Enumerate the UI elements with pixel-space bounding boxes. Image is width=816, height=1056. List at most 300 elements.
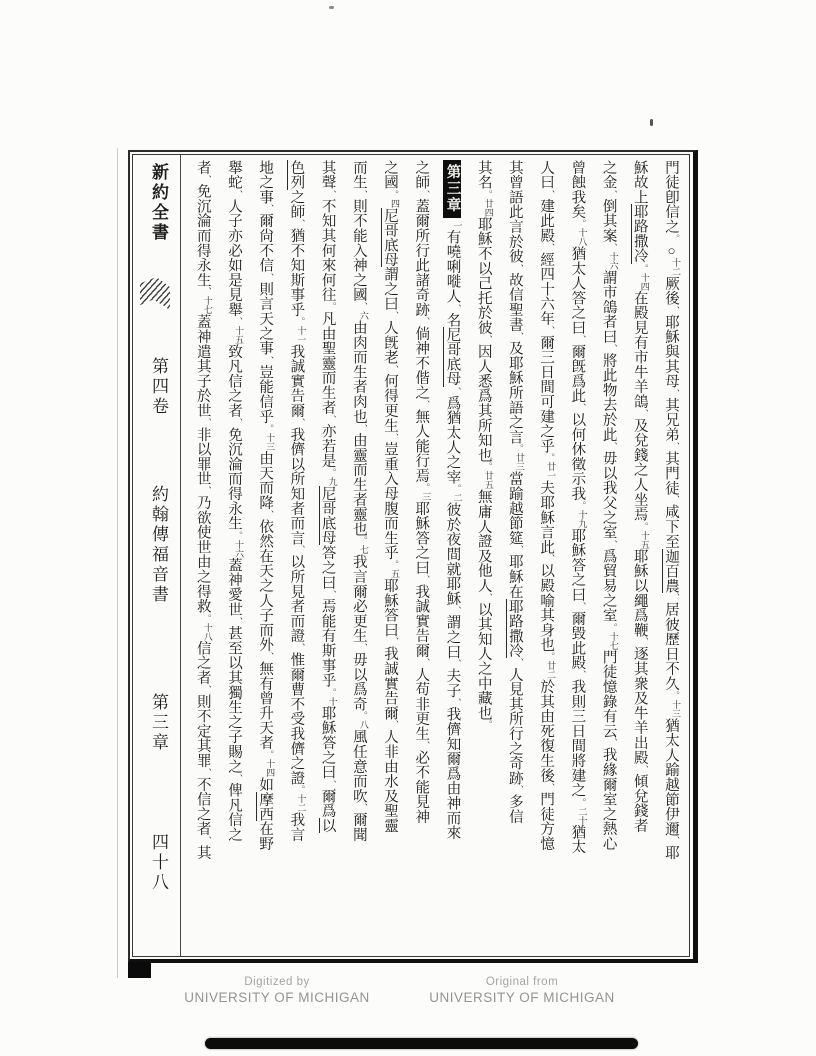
scripture-text-run: 耶穌答之曰 bbox=[319, 705, 336, 780]
scripture-text-run: 我誠實告爾 bbox=[288, 344, 305, 419]
scripture-text-run: 傾兌錢者 bbox=[631, 773, 648, 834]
scripture-text-run: 凡由聖靈而生者 bbox=[319, 311, 336, 415]
punctuation-mark: 、 bbox=[264, 652, 275, 662]
scripture-text-run: 有嘵唎嘥人 bbox=[444, 229, 461, 304]
scripture-text-run: 由天而降 bbox=[257, 450, 274, 511]
punctuation-mark: 、 bbox=[201, 836, 212, 846]
punctuation-mark: 、 bbox=[264, 355, 275, 365]
scripture-text-run: 人苟非更生 bbox=[413, 667, 430, 742]
watermark-digitized-label: Digitized by bbox=[244, 976, 310, 988]
punctuation-mark: 。 bbox=[576, 501, 587, 511]
punctuation-mark: 、 bbox=[670, 388, 680, 398]
chapter-label: 第三章 bbox=[149, 693, 168, 753]
verse-number: 十 bbox=[327, 696, 338, 706]
verse-number: 十五 bbox=[639, 530, 650, 549]
scripture-text-run: 我則三日間將建之 bbox=[569, 679, 586, 798]
punctuation-mark: 、 bbox=[389, 720, 400, 730]
punctuation-mark: 、 bbox=[451, 605, 462, 615]
punctuation-mark: 、 bbox=[576, 670, 587, 680]
punctuation-mark: 。 bbox=[357, 711, 368, 721]
scripture-text-run: 我誠實告爾 bbox=[382, 646, 399, 721]
punctuation-mark: 、 bbox=[389, 311, 400, 321]
scripture-text-run: 俾凡信之 bbox=[225, 782, 242, 843]
punctuation-mark: 、 bbox=[545, 243, 556, 253]
page-gutter-line bbox=[117, 148, 118, 978]
verse-number: 十九 bbox=[577, 510, 588, 529]
punctuation-mark: 、 bbox=[638, 764, 649, 774]
verse-number: 十三 bbox=[671, 700, 681, 719]
punctuation-mark: 、 bbox=[670, 305, 680, 315]
punctuation-mark: 。 bbox=[326, 302, 337, 312]
scripture-text-run: 倘神不偕之 bbox=[413, 326, 430, 401]
scripture-text-run: 門徒方憶 bbox=[538, 791, 555, 852]
punctuation-mark: 、 bbox=[420, 317, 431, 327]
punctuation-mark: 、 bbox=[295, 545, 306, 555]
punctuation-mark: 、 bbox=[201, 768, 212, 778]
punctuation-mark: 、 bbox=[201, 418, 212, 428]
scripture-text-run: 惟爾曹不受我儕之證 bbox=[288, 652, 305, 786]
punctuation-mark: 、 bbox=[670, 495, 680, 505]
scripture-text-run: 夫耶穌言此 bbox=[538, 480, 555, 555]
verse-number: 十一 bbox=[296, 326, 307, 345]
punctuation-mark: 、 bbox=[357, 643, 368, 653]
scripture-text-run: 猶太 bbox=[569, 824, 586, 855]
verse-number: 二十 bbox=[577, 806, 588, 825]
text-column bbox=[311, 160, 342, 951]
verse-number: 十六 bbox=[608, 252, 619, 271]
punctuation-mark: 、 bbox=[638, 409, 649, 419]
punctuation-mark: 、 bbox=[326, 414, 337, 424]
scripture-text-run: 爾聞 bbox=[350, 812, 367, 843]
punctuation-mark: 、 bbox=[513, 545, 524, 555]
punctuation-mark: 、 bbox=[295, 418, 306, 428]
text-column bbox=[655, 160, 686, 951]
scripture-text-run: 及兌錢之人坐焉 bbox=[631, 418, 648, 522]
punctuation-mark: 。 bbox=[670, 234, 680, 243]
punctuation-mark: 、 bbox=[420, 400, 431, 410]
book-section-label: 約翰傳福音書 bbox=[149, 485, 168, 605]
text-column bbox=[218, 160, 249, 951]
punctuation-mark: 、 bbox=[357, 189, 368, 199]
scripture-text-run: 以殿喻其身也 bbox=[538, 563, 555, 653]
punctuation-mark: 。 bbox=[264, 423, 275, 433]
punctuation-mark: 。 bbox=[389, 189, 400, 199]
punctuation-mark: 、 bbox=[264, 272, 275, 282]
verse-number: 廿五 bbox=[483, 471, 494, 490]
scripture-text-run: 門徒卽信之 bbox=[663, 160, 679, 234]
punctuation-mark: 。 bbox=[389, 560, 400, 570]
punctuation-mark: 、 bbox=[264, 204, 275, 214]
scripture-text-run: 如 bbox=[257, 777, 274, 792]
scripture-text-run: 不知其何來何往 bbox=[319, 198, 336, 303]
punctuation-mark: 。 bbox=[326, 687, 337, 697]
punctuation-mark: 、 bbox=[451, 659, 462, 669]
text-column bbox=[592, 160, 623, 951]
punctuation-mark: 、 bbox=[513, 658, 524, 668]
scripture-text-run: 舉蛇 bbox=[225, 160, 242, 190]
proper-noun: 尼哥底母 bbox=[382, 207, 399, 267]
punctuation-mark: 。 bbox=[451, 484, 462, 494]
watermark-digitized-org: UNIVERSITY OF MICHIGAN bbox=[184, 990, 370, 1005]
proper-noun: 尼哥底母 bbox=[319, 486, 336, 546]
verse-number: 七 bbox=[358, 545, 369, 555]
text-column bbox=[374, 160, 405, 951]
scripture-text-run: 耶穌答之曰 bbox=[413, 501, 430, 576]
scripture-text-run: 非以罪世 bbox=[194, 427, 211, 487]
scripture-text-run: 之金 bbox=[600, 160, 617, 190]
punctuation-mark: 。 bbox=[295, 785, 306, 795]
punctuation-mark: 、 bbox=[389, 637, 400, 647]
scripture-text-run: 豈能信乎 bbox=[257, 364, 274, 424]
punctuation-mark: 、 bbox=[232, 317, 243, 327]
punctuation-mark: 、 bbox=[326, 189, 337, 199]
scripture-text-run: 爾三日間可建之乎 bbox=[538, 335, 555, 454]
punctuation-mark: 。 bbox=[326, 468, 337, 478]
punctuation-mark: 、 bbox=[638, 637, 649, 647]
punctuation-mark: 、 bbox=[607, 441, 618, 451]
verse-number: 廿三 bbox=[514, 453, 525, 472]
page-frame bbox=[128, 150, 698, 963]
scripture-text-run: 依然在天之人子而外 bbox=[257, 519, 274, 653]
scripture-text-run: 經四十六年 bbox=[538, 252, 555, 327]
punctuation-mark: 。 bbox=[482, 189, 493, 199]
scripture-text-run: 爾尙不信 bbox=[257, 213, 274, 273]
punctuation-mark: 。 bbox=[264, 750, 275, 760]
scripture-text-run: 謂之曰 bbox=[382, 266, 399, 312]
verse-number: 九 bbox=[327, 477, 338, 487]
scripture-text-run: 於其由死復生後 bbox=[538, 679, 555, 783]
verse-number: 五 bbox=[390, 569, 401, 579]
scripture-text-run: 建此殿 bbox=[538, 198, 555, 244]
scripture-text-run: 則言天之事 bbox=[257, 281, 274, 356]
scripture-text-run: 猶不知斯事乎 bbox=[288, 228, 305, 318]
scripture-text-run: 答之曰 bbox=[319, 545, 336, 590]
chapter-header: 第三章 bbox=[443, 160, 461, 218]
scripture-text-run: 故信聖書 bbox=[506, 272, 523, 332]
scripture-text-run: 人非由水及聖靈 bbox=[382, 729, 399, 834]
scripture-text-run: 信之者 bbox=[194, 640, 211, 686]
punctuation-mark: 。 bbox=[232, 530, 243, 540]
scripture-text-run: 我儕以所知者而言 bbox=[288, 427, 305, 546]
verse-number: 廿二 bbox=[546, 661, 557, 680]
scripture-text-run: 何得更生 bbox=[382, 373, 399, 433]
scripture-text-run: 則不能入神之國 bbox=[350, 198, 367, 303]
punctuation-mark: 、 bbox=[576, 602, 587, 612]
punctuation-mark: 、 bbox=[670, 442, 680, 452]
punctuation-mark: 。 bbox=[482, 720, 493, 730]
scripture-text-run: 將此物去於此 bbox=[600, 353, 617, 442]
punctuation-mark: 、 bbox=[389, 364, 400, 374]
watermark-original-org: UNIVERSITY OF MICHIGAN bbox=[429, 990, 615, 1005]
punctuation-mark: 、 bbox=[482, 593, 493, 603]
scripture-text-run: 謂之曰 bbox=[444, 614, 461, 660]
text-column bbox=[436, 160, 467, 951]
punctuation-mark: 、 bbox=[607, 344, 618, 354]
verse-number: 八 bbox=[358, 720, 369, 730]
punctuation-mark: 、 bbox=[420, 189, 431, 199]
punctuation-mark: 。 bbox=[545, 652, 556, 662]
punctuation-mark: 、 bbox=[545, 189, 556, 199]
verse-number: 十八 bbox=[202, 622, 213, 641]
scripture-text-run: 亦若是 bbox=[319, 423, 336, 469]
scripture-text-run: 其 bbox=[194, 845, 211, 861]
punctuation-mark: 、 bbox=[576, 335, 587, 345]
page-frame-inner-border bbox=[132, 154, 690, 957]
proper-noun: 色列 bbox=[288, 160, 305, 190]
scripture-text-run: 必不能見神 bbox=[413, 750, 430, 825]
proper-noun: 摩西 bbox=[257, 791, 274, 822]
scripture-text-run: 豈重入母腹而生乎 bbox=[382, 441, 399, 561]
punctuation-mark: 、 bbox=[264, 510, 275, 520]
verse-number: 一 bbox=[452, 220, 463, 230]
punctuation-mark: 、 bbox=[201, 685, 212, 695]
scripture-text-run: 不信之者 bbox=[194, 777, 211, 837]
punctuation-mark: 、 bbox=[607, 189, 618, 199]
scripture-text-run: 乃欲使世由之得救 bbox=[194, 495, 211, 614]
verse-number: 廿一 bbox=[546, 462, 557, 481]
verse-number: 十三 bbox=[265, 432, 276, 451]
proper-noun: 耶路撒冷 bbox=[506, 598, 523, 659]
punctuation-mark: 。 bbox=[295, 317, 306, 327]
scripture-text-run: 倒其案 bbox=[600, 198, 617, 244]
punctuation-mark: 。 bbox=[545, 453, 556, 463]
verse-number: 三 bbox=[421, 492, 432, 502]
proper-noun: 耶路撒冷 bbox=[631, 204, 648, 264]
scripture-text-run: 爾爲 bbox=[319, 788, 336, 819]
punctuation-mark: 、 bbox=[420, 658, 431, 668]
punctuation-mark: 、 bbox=[670, 593, 680, 603]
scripture-text-run: 而生 bbox=[350, 160, 367, 190]
scripture-text-run: 在野 bbox=[257, 821, 274, 852]
scripture-text-run: 人見其所行之奇跡 bbox=[506, 667, 523, 786]
proper-noun: 以 bbox=[319, 818, 336, 834]
verse-number: 十八 bbox=[577, 228, 588, 247]
scan-speck bbox=[650, 119, 653, 126]
text-column bbox=[499, 160, 530, 951]
punctuation-mark: 、 bbox=[389, 432, 400, 442]
watermark-original bbox=[392, 976, 652, 1005]
punctuation-mark: 、 bbox=[357, 803, 368, 813]
scripture-text-run: 耶穌不以己托於彼 bbox=[475, 216, 492, 336]
margin-title-column bbox=[133, 155, 181, 956]
hatch-ornament-icon bbox=[140, 277, 170, 313]
scripture-text-run: 蓋神愛世 bbox=[225, 557, 242, 617]
scripture-text-run: 風任意而吹 bbox=[350, 729, 367, 804]
scripture-text-run: 居彼歷日不久 bbox=[663, 602, 679, 692]
punctuation-mark: 、 bbox=[607, 539, 618, 549]
punctuation-mark: 、 bbox=[576, 403, 587, 413]
scripture-text-run: 名 bbox=[444, 312, 461, 328]
punctuation-mark: 。 bbox=[638, 263, 649, 273]
punctuation-mark: 、 bbox=[545, 326, 556, 336]
scripture-text-run: 耶穌與其母 bbox=[663, 314, 679, 389]
punctuation-mark: 。 bbox=[420, 483, 431, 493]
book-title: 新約全書 bbox=[149, 163, 168, 243]
punctuation-mark: 、 bbox=[232, 189, 243, 199]
punctuation-mark: 、 bbox=[201, 287, 212, 297]
scripture-text-run: 蓋神遣其子於世 bbox=[194, 314, 211, 419]
scripture-text-run: 之師 bbox=[413, 160, 430, 190]
verse-number: 十四 bbox=[265, 759, 276, 778]
scripture-text-run: 爲猶太人之宰 bbox=[444, 395, 461, 485]
verse-number: 十六 bbox=[233, 539, 244, 558]
scripture-text-run: 其名 bbox=[475, 160, 492, 190]
scripture-text-run: 穌故上 bbox=[631, 160, 648, 205]
scripture-text-run: 我誠實告爾 bbox=[413, 584, 430, 659]
scripture-text-run: 甚至以其獨生之子賜之 bbox=[225, 625, 242, 774]
scripture-text-run: 多信 bbox=[506, 794, 523, 825]
text-column bbox=[624, 160, 655, 951]
watermark-digitized bbox=[147, 976, 407, 1005]
proper-noun: 尼哥底母 bbox=[444, 327, 461, 387]
punctuation-mark: 、 bbox=[513, 331, 524, 341]
watermark-original-label: Original from bbox=[485, 976, 559, 988]
punctuation-mark: 。 bbox=[576, 797, 587, 807]
punctuation-mark: 、 bbox=[451, 303, 462, 313]
punctuation-mark: 、 bbox=[357, 423, 368, 433]
punctuation-mark: 、 bbox=[232, 418, 243, 428]
scripture-text-run: 其曾語此言於彼 bbox=[506, 160, 523, 264]
text-column bbox=[187, 160, 218, 951]
punctuation-mark: 。 bbox=[482, 462, 493, 472]
punctuation-mark: 。 bbox=[513, 444, 524, 454]
scripture-text-run: 由靈而生者靈也 bbox=[350, 432, 367, 537]
scripture-text-run: 咸下至 bbox=[663, 504, 679, 549]
scripture-text-run: 爾旣爲此 bbox=[569, 344, 586, 404]
verse-number: 十二 bbox=[296, 794, 307, 813]
verse-number: 四 bbox=[390, 198, 401, 208]
scripture-text-run: 彼於夜間就耶穌 bbox=[444, 502, 461, 606]
scripture-text-run: 曾蝕我矣 bbox=[569, 160, 586, 220]
punctuation-mark: 、 bbox=[607, 738, 618, 748]
punctuation-mark: 、 bbox=[326, 589, 337, 599]
punctuation-mark: 、 bbox=[451, 386, 462, 396]
punctuation-mark: 、 bbox=[545, 782, 556, 792]
verse-number: 廿四 bbox=[483, 198, 494, 217]
punctuation-mark: 、 bbox=[232, 616, 243, 626]
scripture-text-run: 爲貿易之室 bbox=[600, 548, 617, 623]
punctuation-mark: 、 bbox=[545, 554, 556, 564]
scripture-text-run: 毋以爲奇 bbox=[350, 652, 367, 712]
scripture-text-run: 其門徒 bbox=[663, 451, 679, 496]
text-column bbox=[280, 160, 311, 951]
punctuation-mark: 。 bbox=[357, 536, 368, 546]
text-column bbox=[530, 160, 561, 951]
scripture-text-run: 免沉淪而得永生 bbox=[225, 427, 242, 531]
text-column bbox=[249, 160, 280, 951]
scripture-text-run: 致凡信之者 bbox=[225, 344, 242, 419]
scripture-text-run: 以何休徵示我 bbox=[569, 412, 586, 502]
scripture-text-run: 毋以我父之室 bbox=[600, 450, 617, 540]
scripture-text-run: 人子亦必如是見舉 bbox=[225, 198, 242, 318]
scripture-text-run: 謂市鴿者曰 bbox=[600, 270, 617, 345]
scripture-text-run: 我儕知爾爲由神而來 bbox=[444, 706, 461, 841]
text-column bbox=[561, 160, 592, 951]
punctuation-mark: 、 bbox=[482, 335, 493, 345]
verse-number: 十七 bbox=[202, 296, 213, 315]
scripture-text-run: 爾毀此殿 bbox=[569, 611, 586, 671]
scripture-text-run: 耶穌答之曰 bbox=[569, 528, 586, 603]
verse-number: 十二 bbox=[671, 258, 681, 276]
scripture-text-run: 我言爾必更生 bbox=[350, 554, 367, 644]
punctuation-mark: 、 bbox=[201, 174, 212, 184]
punctuation-mark: 、 bbox=[295, 219, 306, 229]
scripture-text-run: 免沉淪而得永生 bbox=[194, 183, 211, 288]
text-column bbox=[343, 160, 374, 951]
text-column bbox=[467, 160, 498, 951]
scripture-text-run: 耶穌答曰 bbox=[382, 578, 399, 638]
scripture-text-run: 其兄弟 bbox=[663, 397, 679, 443]
scripture-columns bbox=[180, 160, 686, 951]
punctuation-mark: 。 bbox=[576, 219, 587, 229]
scripture-text-run: 人曰 bbox=[538, 160, 555, 190]
scan-speck bbox=[329, 6, 334, 9]
scripture-text-run: 厥後 bbox=[663, 276, 679, 306]
verse-number: 十四 bbox=[639, 272, 650, 291]
scripture-text-run: 蓋爾所行此諸奇跡 bbox=[413, 198, 430, 318]
punctuation-mark: 、 bbox=[232, 773, 243, 783]
page-number: 四十八 bbox=[149, 833, 168, 893]
section-circle: ○ bbox=[664, 243, 679, 258]
scripture-text-run: 地之事 bbox=[257, 160, 274, 205]
scripture-text-run: 其聲 bbox=[319, 160, 336, 190]
scripture-text-run: 以所見者而證 bbox=[288, 554, 305, 644]
text-column bbox=[405, 160, 436, 951]
verse-number: 十五 bbox=[233, 326, 244, 345]
volume-label: 第四卷 bbox=[149, 357, 168, 417]
scripture-text-run: 耶穌以繩爲鞭 bbox=[631, 548, 648, 638]
scripture-text-run: 夫子 bbox=[444, 668, 461, 698]
scripture-text-run: 我言 bbox=[288, 812, 305, 843]
scripture-text-run: 無有曾升天者 bbox=[257, 661, 274, 751]
verse-number: 十七 bbox=[608, 631, 619, 650]
verse-number: 二 bbox=[452, 493, 463, 503]
scripture-text-run: 在殿見有市牛羊鴿 bbox=[631, 290, 648, 410]
punctuation-mark: 、 bbox=[420, 575, 431, 585]
verse-number: 六 bbox=[358, 311, 369, 321]
punctuation-mark: 、 bbox=[513, 263, 524, 273]
proper-noun: 迦百農 bbox=[663, 548, 679, 594]
punctuation-mark: 、 bbox=[420, 741, 431, 751]
punctuation-mark: 、 bbox=[357, 302, 368, 312]
scripture-text-run: 之師 bbox=[288, 189, 305, 220]
punctuation-mark: 、 bbox=[513, 785, 524, 795]
scripture-text-run: 及耶穌所語之言 bbox=[506, 340, 523, 445]
scripture-text-run: 我緣爾室之熱心 bbox=[600, 747, 617, 852]
scripture-text-run: 逐其衆及牛羊出殿 bbox=[631, 646, 648, 765]
punctuation-mark: 、 bbox=[295, 643, 306, 653]
punctuation-mark: 、 bbox=[451, 697, 462, 707]
scripture-text-run: 門徒憶錄有云 bbox=[600, 649, 617, 739]
scripture-text-run: 因人悉爲其所知也 bbox=[475, 344, 492, 463]
punctuation-mark: 。 bbox=[607, 622, 618, 632]
punctuation-mark: 。 bbox=[638, 521, 649, 531]
scripture-text-run: 人旣老 bbox=[382, 320, 399, 365]
punctuation-mark: 。 bbox=[201, 613, 212, 623]
scripture-text-run: 猶太人踰越節伊邇 bbox=[663, 718, 679, 837]
scripture-text-run: 者 bbox=[194, 160, 211, 175]
scan-edge-artifact-bar bbox=[205, 1038, 638, 1049]
scripture-text-run: 以其知人之中藏也 bbox=[475, 602, 492, 721]
punctuation-mark: 、 bbox=[607, 243, 618, 253]
punctuation-mark: 、 bbox=[201, 486, 212, 496]
scripture-text-run: 耶 bbox=[663, 845, 679, 861]
scripture-text-run: 則不定其罪 bbox=[194, 694, 211, 769]
scripture-text-run: 當踰越節筵 bbox=[506, 471, 523, 546]
scripture-text-run: 無庸人證及他人 bbox=[475, 489, 492, 594]
scripture-text-run: 耶穌在 bbox=[506, 554, 523, 599]
scripture-text-run: 猶太人答之曰 bbox=[569, 246, 586, 336]
